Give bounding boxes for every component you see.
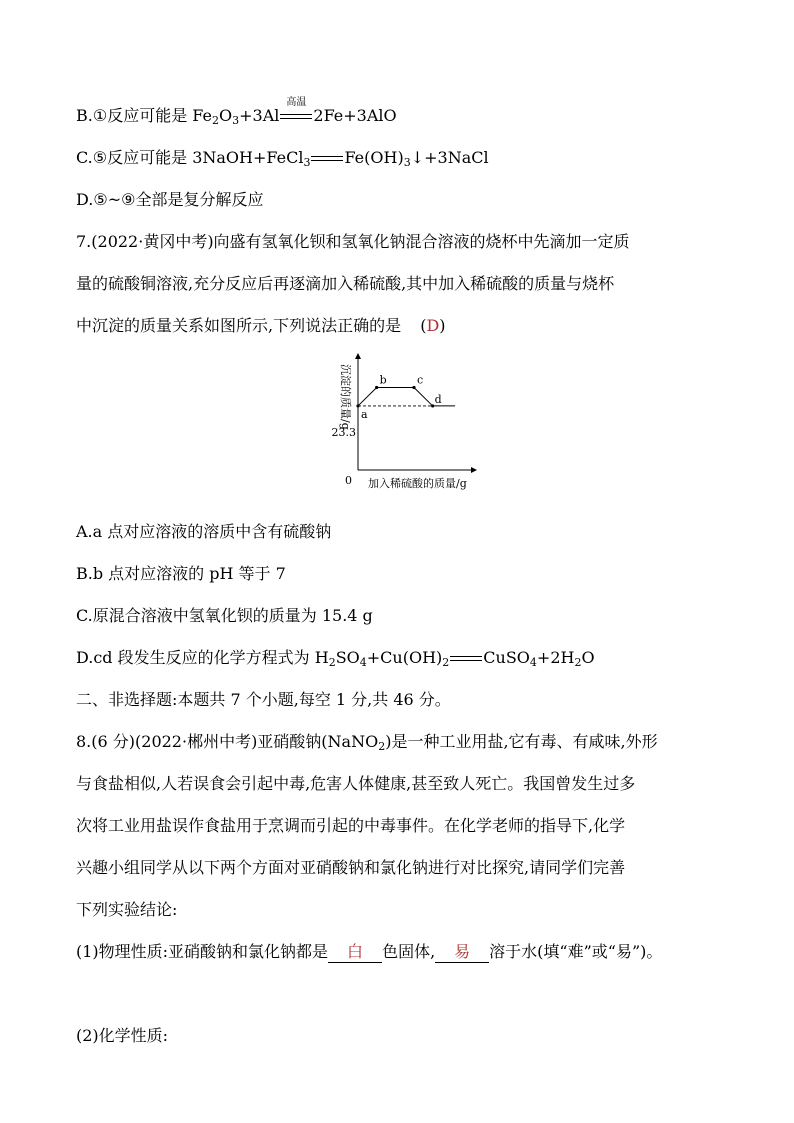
option-c: C.⑤反应可能是 3NaOH+FeCl$_3$ $Fe(OH)_3↓+3NaCl$ [76, 148, 489, 169]
q7-line2: 量的硫酸铜溶液,充分反应后再逐滴加入稀硫酸,其中加入稀硫酸的质量与烧杯 [76, 274, 615, 293]
answer-blank-1: 白 [328, 942, 382, 963]
reaction-equals [310, 152, 344, 166]
point-c [412, 386, 415, 389]
point-label-b: b [379, 373, 387, 387]
option-b: B.①反应可能是 $Fe_2O_3+3Al$ 高温 2Fe+3AlO [76, 96, 397, 127]
q7-line3: 中沉淀的质量关系如图所示,下列说法正确的是 (D) [76, 316, 446, 335]
point-label-a: a [361, 407, 368, 421]
q8-line5: 下列实验结论: [76, 900, 178, 919]
point-label-c: c [417, 373, 424, 387]
q8-line2: 与食盐相似,人若误食会引起中毒,危害人体健康,甚至致人死亡。我国曾发生过多 [76, 774, 636, 793]
q7-option-c: C.原混合溶液中氢氧化钡的质量为 15.4 g [76, 606, 373, 625]
reaction-equals [449, 652, 483, 666]
x-axis-label: 加入稀硫酸的质量/g [368, 477, 467, 490]
point-b [375, 386, 378, 389]
q7-line1: 7.(2022·黄冈中考)向盛有氢氧化钡和氢氧化钠混合溶液的烧杯中先滴加一定质 [76, 232, 630, 251]
option-d: D.⑤~⑨全部是复分解反应 [76, 190, 264, 209]
q7-option-d: D.cd 段发生反应的化学方程式为 $H_2SO_4+Cu(OH)_2$ $CuSO_4+2H_2O$ [76, 648, 595, 669]
y-axis-label: 沉淀的质量/g [339, 364, 352, 430]
q7-answer: D [426, 316, 440, 335]
option-b-label: B.①反应可能是 [76, 106, 188, 125]
point-label-d: d [434, 392, 442, 406]
q8-part1: (1)物理性质:亚硝酸钠和氯化钠都是 白 色固体, 易 溶于水(填“难”或“易”)。 [76, 942, 663, 961]
section-2-heading: 二、非选择题:本题共 7 个小题,每空 1 分,共 46 分。 [76, 690, 451, 709]
q8-line3: 次将工业用盐误作食盐用于烹调而引起的中毒事件。在化学老师的指导下,化学 [76, 816, 626, 835]
origin-label: 0 [345, 474, 352, 487]
option-c-label: C.⑤反应可能是 [76, 148, 188, 167]
answer-blank-2: 易 [435, 942, 489, 963]
y-tick-label: 23.3 [331, 426, 356, 439]
q7-option-b: B.b 点对应溶液的 pH 等于 7 [76, 564, 286, 583]
q7-option-a: A.a 点对应溶液的溶质中含有硫酸钠 [76, 522, 332, 541]
precipitate-chart [330, 350, 480, 500]
reaction-condition: 高温 [286, 96, 307, 108]
q8-line4: 兴趣小组同学从以下两个方面对亚硝酸钠和氯化钠进行对比探究,请同学们完善 [76, 858, 626, 877]
q8-line1: 8.(6 分)(2022·郴州中考)亚硝酸钠(NaNO$_2$)是一种工业用盐,它有毒、有咸味,外形 [76, 732, 658, 753]
reaction-arrow [279, 96, 313, 124]
q8-part2: (2)化学性质: [76, 1026, 169, 1045]
point-a [356, 404, 359, 407]
